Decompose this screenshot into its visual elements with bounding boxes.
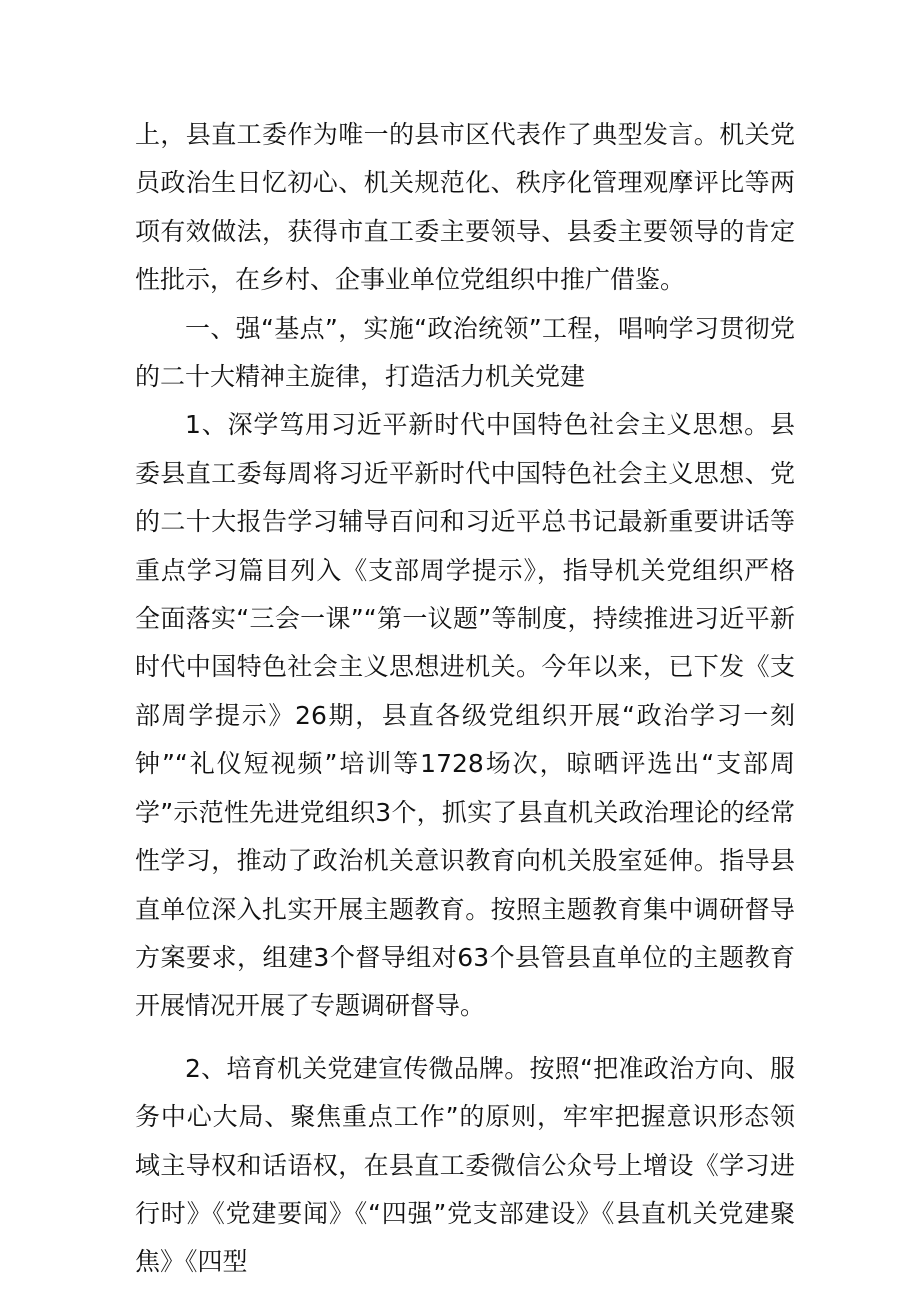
paragraph-continuation: 上，县直工委作为唯一的县市区代表作了典型发言。机关党员政治生日忆初心、机关规范化、秩序化管理观摩评比等两项有效做法，获得市直工委主要领导、县委主要领导的肯定性批示，在乡村、企事业单位党组织中推广借鉴。 bbox=[135, 120, 795, 295]
document-body bbox=[135, 111, 795, 1287]
paragraph-item-2: 2、培育机关党建宣传微品牌。按照“把准政治方向、服务中心大局、聚焦重点工作”的原则，牢牢把握意识形态领域主导权和话语权，在县直工委微信公众号上增设《学习进行时》《党建要闻》《“四强”党支部建设》《县直机关党建聚焦》《四型 bbox=[135, 1053, 795, 1277]
section-heading: 一、强“基点”，实施“政治统领”工程，唱响学习贯彻党的二十大精神主旋律，打造活力机关党建 bbox=[135, 313, 795, 392]
paragraph-item-1: 1、深学笃用习近平新时代中国特色社会主义思想。县委县直工委每周将习近平新时代中国特色社会主义思想、党的二十大报告学习辅导百问和习近平总书记最新重要讲话等重点学习篇目列入《支部周学提示》，指导机关党组织严格全面落实“三会一课”“第一议题”等制度，持续推进习近平新时代中国特色社会主义思想进机关。今年以来，已下发《支部周学提示》26期，县直各级党组织开展“政治学习一刻钟”“礼仪短视频”培训等1728场次，晾晒评选出“支部周学”示范性先进党组织3个，抓实了县直机关政治理论的经常性学习，推动了政治机关意识教育向机关股室延伸。指导县直单位深入扎实开展主题教育。按照主题教育集中调研督导方案要求，组建3个督导组对63个县管县直单位的主题教育开展情况开展了专题调研督导。 bbox=[135, 410, 795, 1021]
